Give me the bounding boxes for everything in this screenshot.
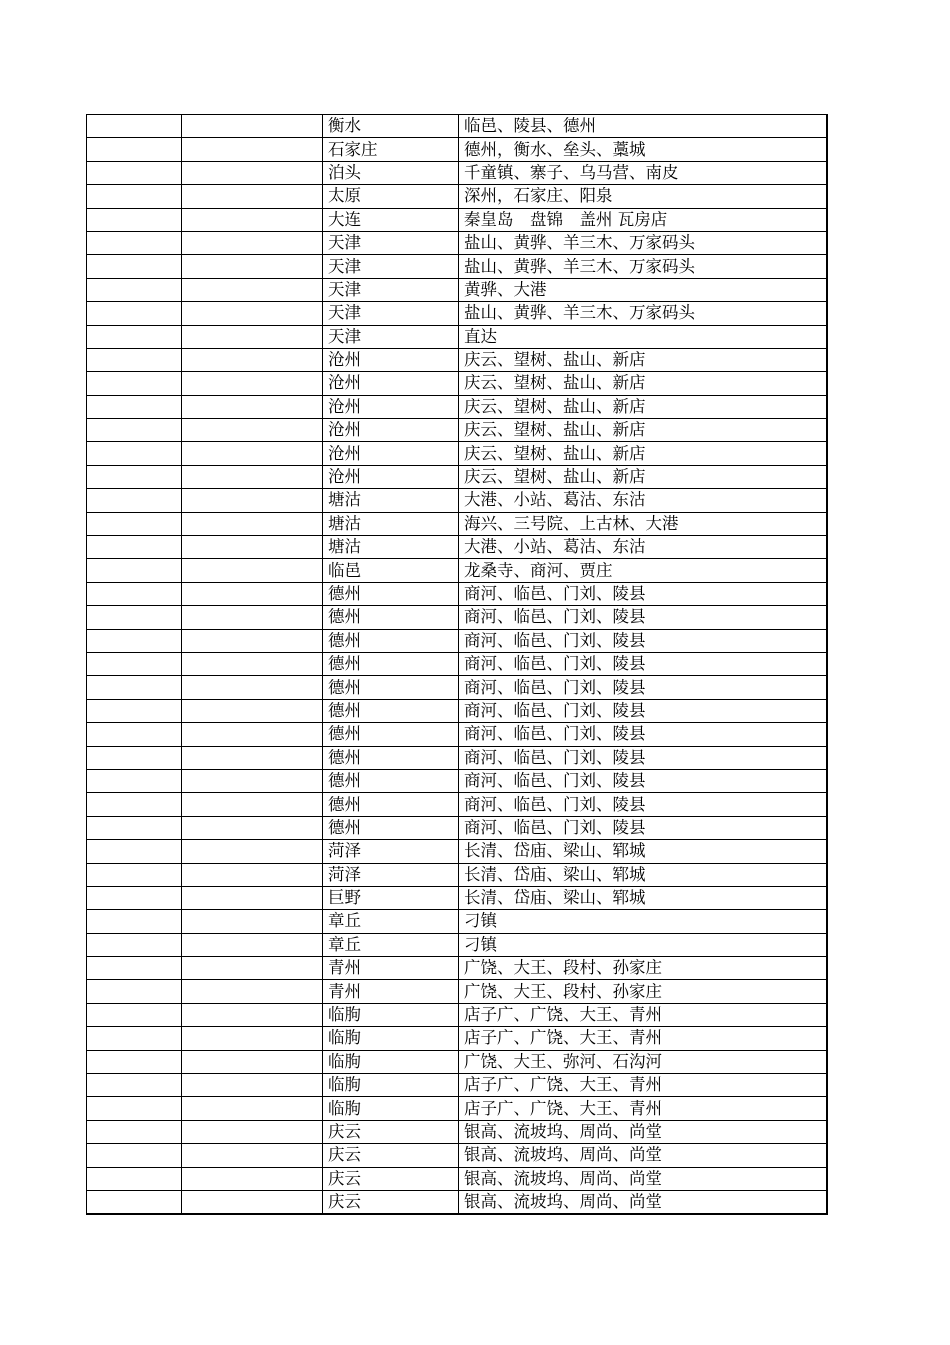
city-cell[interactable]: 德州	[323, 816, 459, 839]
table-row	[87, 1027, 828, 1050]
table-row	[87, 442, 828, 465]
city-cell[interactable]: 庆云	[323, 1190, 459, 1214]
table-row	[87, 582, 828, 605]
empty-cell-b[interactable]	[182, 676, 323, 699]
city-cell[interactable]: 章丘	[323, 910, 459, 933]
empty-cell-b[interactable]	[182, 208, 323, 231]
route-cell[interactable]: 盐山、黄骅、羊三木、万家码头	[459, 231, 828, 254]
city-cell[interactable]: 天津	[323, 325, 459, 348]
route-cell[interactable]: 庆云、望树、盐山、新店	[459, 372, 828, 395]
table-row	[87, 465, 828, 488]
table-row	[87, 769, 828, 792]
table-row	[87, 559, 828, 582]
city-cell[interactable]: 临邑	[323, 559, 459, 582]
city-cell[interactable]: 德州	[323, 723, 459, 746]
route-cell[interactable]: 龙桑寺、商河、贾庄	[459, 559, 828, 582]
empty-cell-a[interactable]	[87, 723, 182, 746]
city-cell[interactable]: 德州	[323, 606, 459, 629]
table-row	[87, 536, 828, 559]
empty-cell-b[interactable]	[182, 465, 323, 488]
city-cell[interactable]: 塘沽	[323, 489, 459, 512]
route-cell[interactable]: 刁镇	[459, 933, 828, 956]
city-cell[interactable]: 塘沽	[323, 536, 459, 559]
empty-cell-a[interactable]	[87, 676, 182, 699]
empty-cell-a[interactable]	[87, 372, 182, 395]
empty-cell-b[interactable]	[182, 1074, 323, 1097]
empty-cell-b[interactable]	[182, 816, 323, 839]
route-cell[interactable]: 刁镇	[459, 910, 828, 933]
table-row	[87, 325, 828, 348]
table-row	[87, 1097, 828, 1120]
table-row	[87, 231, 828, 254]
empty-cell-b[interactable]	[182, 910, 323, 933]
city-cell[interactable]: 天津	[323, 302, 459, 325]
empty-cell-a[interactable]	[87, 1190, 182, 1214]
route-cell[interactable]: 大港、小站、葛沽、东沽	[459, 536, 828, 559]
empty-cell-b[interactable]	[182, 840, 323, 863]
empty-cell-b[interactable]	[182, 115, 323, 138]
city-cell[interactable]: 天津	[323, 278, 459, 301]
empty-cell-b[interactable]	[182, 325, 323, 348]
route-cell[interactable]: 商河、临邑、门刘、陵县	[459, 746, 828, 769]
table-row	[87, 255, 828, 278]
route-cell[interactable]: 长清、岱庙、梁山、郓城	[459, 840, 828, 863]
empty-cell-a[interactable]	[87, 816, 182, 839]
empty-cell-a[interactable]	[87, 699, 182, 722]
table-row	[87, 793, 828, 816]
empty-cell-a[interactable]	[87, 652, 182, 675]
table-row	[87, 372, 828, 395]
route-cell[interactable]: 银高、流坡坞、周尚、尚堂	[459, 1190, 828, 1214]
empty-cell-a[interactable]	[87, 980, 182, 1003]
empty-cell-a[interactable]	[87, 302, 182, 325]
empty-cell-b[interactable]	[182, 255, 323, 278]
city-cell[interactable]: 塘沽	[323, 512, 459, 535]
city-cell[interactable]: 天津	[323, 231, 459, 254]
route-cell[interactable]: 千童镇、寨子、乌马营、南皮	[459, 161, 828, 184]
empty-cell-a[interactable]	[87, 489, 182, 512]
empty-cell-b[interactable]	[182, 1003, 323, 1026]
empty-cell-a[interactable]	[87, 255, 182, 278]
empty-cell-b[interactable]	[182, 793, 323, 816]
table-row	[87, 302, 828, 325]
empty-cell-a[interactable]	[87, 1120, 182, 1143]
empty-cell-b[interactable]	[182, 489, 323, 512]
table-row	[87, 1120, 828, 1143]
empty-cell-a[interactable]	[87, 465, 182, 488]
empty-cell-b[interactable]	[182, 442, 323, 465]
route-table	[86, 114, 828, 1215]
table-row	[87, 419, 828, 442]
empty-cell-a[interactable]	[87, 886, 182, 909]
empty-cell-b[interactable]	[182, 746, 323, 769]
empty-cell-a[interactable]	[87, 910, 182, 933]
empty-cell-b[interactable]	[182, 606, 323, 629]
empty-cell-a[interactable]	[87, 1167, 182, 1190]
route-cell[interactable]: 盐山、黄骅、羊三木、万家码头	[459, 302, 828, 325]
city-cell[interactable]: 沧州	[323, 348, 459, 371]
city-cell[interactable]: 庆云	[323, 1167, 459, 1190]
table-row	[87, 676, 828, 699]
city-cell[interactable]: 菏泽	[323, 863, 459, 886]
city-cell[interactable]: 巨野	[323, 886, 459, 909]
route-cell[interactable]: 长清、岱庙、梁山、郓城	[459, 886, 828, 909]
route-cell[interactable]: 商河、临邑、门刘、陵县	[459, 629, 828, 652]
city-cell[interactable]: 沧州	[323, 442, 459, 465]
route-cell[interactable]: 广饶、大王、段村、孙家庄	[459, 980, 828, 1003]
table-row	[87, 1003, 828, 1026]
route-cell[interactable]: 商河、临邑、门刘、陵县	[459, 652, 828, 675]
empty-cell-a[interactable]	[87, 161, 182, 184]
route-cell[interactable]: 长清、岱庙、梁山、郓城	[459, 863, 828, 886]
route-cell[interactable]: 庆云、望树、盐山、新店	[459, 348, 828, 371]
table-row	[87, 816, 828, 839]
city-cell[interactable]: 德州	[323, 769, 459, 792]
empty-cell-b[interactable]	[182, 723, 323, 746]
route-cell[interactable]: 商河、临邑、门刘、陵县	[459, 676, 828, 699]
city-cell[interactable]: 青州	[323, 980, 459, 1003]
table-row	[87, 652, 828, 675]
city-cell[interactable]: 沧州	[323, 419, 459, 442]
route-cell[interactable]: 商河、临邑、门刘、陵县	[459, 699, 828, 722]
route-cell[interactable]: 银高、流坡坞、周尚、尚堂	[459, 1167, 828, 1190]
empty-cell-b[interactable]	[182, 348, 323, 371]
city-cell[interactable]: 大连	[323, 208, 459, 231]
table-row	[87, 208, 828, 231]
table-row	[87, 115, 828, 138]
empty-cell-b[interactable]	[182, 769, 323, 792]
city-cell[interactable]: 泊头	[323, 161, 459, 184]
city-cell[interactable]: 德州	[323, 699, 459, 722]
empty-cell-b[interactable]	[182, 1097, 323, 1120]
table-row	[87, 512, 828, 535]
route-cell[interactable]: 店子广、广饶、大王、青州	[459, 1074, 828, 1097]
city-cell[interactable]: 天津	[323, 255, 459, 278]
city-cell[interactable]: 沧州	[323, 395, 459, 418]
empty-cell-a[interactable]	[87, 1003, 182, 1026]
table-row	[87, 395, 828, 418]
table-row	[87, 185, 828, 208]
empty-cell-b[interactable]	[182, 1144, 323, 1167]
table-row	[87, 161, 828, 184]
table-row	[87, 278, 828, 301]
empty-cell-a[interactable]	[87, 840, 182, 863]
empty-cell-a[interactable]	[87, 1050, 182, 1073]
city-cell[interactable]: 衡水	[323, 115, 459, 138]
route-cell[interactable]: 银高、流坡坞、周尚、尚堂	[459, 1144, 828, 1167]
city-cell[interactable]: 德州	[323, 746, 459, 769]
table-row	[87, 489, 828, 512]
table-row	[87, 348, 828, 371]
empty-cell-b[interactable]	[182, 863, 323, 886]
empty-cell-b[interactable]	[182, 629, 323, 652]
empty-cell-a[interactable]	[87, 1074, 182, 1097]
route-cell[interactable]: 庆云、望树、盐山、新店	[459, 465, 828, 488]
empty-cell-b[interactable]	[182, 161, 323, 184]
table-row	[87, 723, 828, 746]
empty-cell-b[interactable]	[182, 1050, 323, 1073]
city-cell[interactable]: 临朐	[323, 1050, 459, 1073]
empty-cell-a[interactable]	[87, 769, 182, 792]
spreadsheet	[86, 114, 828, 1215]
empty-cell-a[interactable]	[87, 793, 182, 816]
empty-cell-a[interactable]	[87, 115, 182, 138]
city-cell[interactable]: 沧州	[323, 465, 459, 488]
route-cell[interactable]: 商河、临邑、门刘、陵县	[459, 606, 828, 629]
empty-cell-a[interactable]	[87, 746, 182, 769]
city-cell[interactable]: 庆云	[323, 1144, 459, 1167]
table-row	[87, 1050, 828, 1073]
empty-cell-a[interactable]	[87, 512, 182, 535]
empty-cell-b[interactable]	[182, 512, 323, 535]
route-cell[interactable]: 商河、临邑、门刘、陵县	[459, 816, 828, 839]
route-cell[interactable]: 广饶、大王、段村、孙家庄	[459, 957, 828, 980]
empty-cell-b[interactable]	[182, 699, 323, 722]
table-row	[87, 957, 828, 980]
route-cell[interactable]: 德州，衡水、垒头、藁城	[459, 138, 828, 161]
city-cell[interactable]: 章丘	[323, 933, 459, 956]
table-row	[87, 910, 828, 933]
city-cell[interactable]: 青州	[323, 957, 459, 980]
empty-cell-b[interactable]	[182, 582, 323, 605]
empty-cell-b[interactable]	[182, 138, 323, 161]
empty-cell-a[interactable]	[87, 863, 182, 886]
empty-cell-b[interactable]	[182, 980, 323, 1003]
empty-cell-a[interactable]	[87, 185, 182, 208]
table-row	[87, 886, 828, 909]
city-cell[interactable]: 庆云	[323, 1120, 459, 1143]
route-cell[interactable]: 店子广、广饶、大王、青州	[459, 1097, 828, 1120]
empty-cell-b[interactable]	[182, 957, 323, 980]
city-cell[interactable]: 德州	[323, 793, 459, 816]
empty-cell-a[interactable]	[87, 278, 182, 301]
empty-cell-a[interactable]	[87, 606, 182, 629]
city-cell[interactable]: 太原	[323, 185, 459, 208]
city-cell[interactable]: 临朐	[323, 1003, 459, 1026]
empty-cell-a[interactable]	[87, 442, 182, 465]
city-cell[interactable]: 沧州	[323, 372, 459, 395]
empty-cell-a[interactable]	[87, 325, 182, 348]
route-cell[interactable]: 店子广、广饶、大王、青州	[459, 1003, 828, 1026]
empty-cell-a[interactable]	[87, 348, 182, 371]
route-cell[interactable]: 店子广、广饶、大王、青州	[459, 1027, 828, 1050]
empty-cell-b[interactable]	[182, 278, 323, 301]
city-cell[interactable]: 德州	[323, 582, 459, 605]
empty-cell-a[interactable]	[87, 957, 182, 980]
route-cell[interactable]: 庆云、望树、盐山、新店	[459, 395, 828, 418]
city-cell[interactable]: 石家庄	[323, 138, 459, 161]
route-cell[interactable]: 秦皇岛 盘锦 盖州 瓦房店	[459, 208, 828, 231]
empty-cell-a[interactable]	[87, 1144, 182, 1167]
table-row	[87, 138, 828, 161]
empty-cell-a[interactable]	[87, 138, 182, 161]
empty-cell-a[interactable]	[87, 419, 182, 442]
route-cell[interactable]: 银高、流坡坞、周尚、尚堂	[459, 1120, 828, 1143]
table-row	[87, 980, 828, 1003]
empty-cell-a[interactable]	[87, 1027, 182, 1050]
empty-cell-b[interactable]	[182, 372, 323, 395]
empty-cell-a[interactable]	[87, 629, 182, 652]
route-cell[interactable]: 深州，石家庄、阳泉	[459, 185, 828, 208]
city-cell[interactable]: 德州	[323, 629, 459, 652]
city-cell[interactable]: 德州	[323, 652, 459, 675]
route-cell[interactable]: 黄骅、大港	[459, 278, 828, 301]
city-cell[interactable]: 临朐	[323, 1027, 459, 1050]
empty-cell-b[interactable]	[182, 559, 323, 582]
table-row	[87, 840, 828, 863]
empty-cell-a[interactable]	[87, 395, 182, 418]
route-cell[interactable]: 商河、临邑、门刘、陵县	[459, 769, 828, 792]
route-cell[interactable]: 庆云、望树、盐山、新店	[459, 419, 828, 442]
empty-cell-a[interactable]	[87, 933, 182, 956]
empty-cell-b[interactable]	[182, 185, 323, 208]
route-cell[interactable]: 商河、临邑、门刘、陵县	[459, 582, 828, 605]
empty-cell-a[interactable]	[87, 582, 182, 605]
empty-cell-a[interactable]	[87, 559, 182, 582]
route-table-body	[87, 115, 828, 1215]
table-row	[87, 699, 828, 722]
route-cell[interactable]: 直达	[459, 325, 828, 348]
empty-cell-b[interactable]	[182, 302, 323, 325]
table-row	[87, 863, 828, 886]
empty-cell-a[interactable]	[87, 1097, 182, 1120]
table-row	[87, 933, 828, 956]
empty-cell-a[interactable]	[87, 208, 182, 231]
table-row	[87, 1167, 828, 1190]
route-cell[interactable]: 大港、小站、葛沽、东沽	[459, 489, 828, 512]
route-cell[interactable]: 商河、临邑、门刘、陵县	[459, 793, 828, 816]
empty-cell-b[interactable]	[182, 886, 323, 909]
route-cell[interactable]: 庆云、望树、盐山、新店	[459, 442, 828, 465]
city-cell[interactable]: 菏泽	[323, 840, 459, 863]
table-row	[87, 1074, 828, 1097]
table-row	[87, 1144, 828, 1167]
route-cell[interactable]: 商河、临邑、门刘、陵县	[459, 723, 828, 746]
empty-cell-b[interactable]	[182, 395, 323, 418]
empty-cell-b[interactable]	[182, 419, 323, 442]
table-row	[87, 606, 828, 629]
empty-cell-b[interactable]	[182, 652, 323, 675]
city-cell[interactable]: 德州	[323, 676, 459, 699]
table-row	[87, 746, 828, 769]
route-cell[interactable]: 广饶、大王、弥河、石沟河	[459, 1050, 828, 1073]
empty-cell-a[interactable]	[87, 536, 182, 559]
table-row	[87, 629, 828, 652]
empty-cell-b[interactable]	[182, 1120, 323, 1143]
empty-cell-b[interactable]	[182, 1167, 323, 1190]
table-row	[87, 1190, 828, 1214]
route-cell[interactable]: 海兴、三号院、上古林、大港	[459, 512, 828, 535]
route-cell[interactable]: 临邑、陵县、德州	[459, 115, 828, 138]
empty-cell-b[interactable]	[182, 933, 323, 956]
empty-cell-b[interactable]	[182, 231, 323, 254]
empty-cell-b[interactable]	[182, 1027, 323, 1050]
empty-cell-a[interactable]	[87, 231, 182, 254]
empty-cell-b[interactable]	[182, 1190, 323, 1214]
city-cell[interactable]: 临朐	[323, 1074, 459, 1097]
route-cell[interactable]: 盐山、黄骅、羊三木、万家码头	[459, 255, 828, 278]
empty-cell-b[interactable]	[182, 536, 323, 559]
city-cell[interactable]: 临朐	[323, 1097, 459, 1120]
